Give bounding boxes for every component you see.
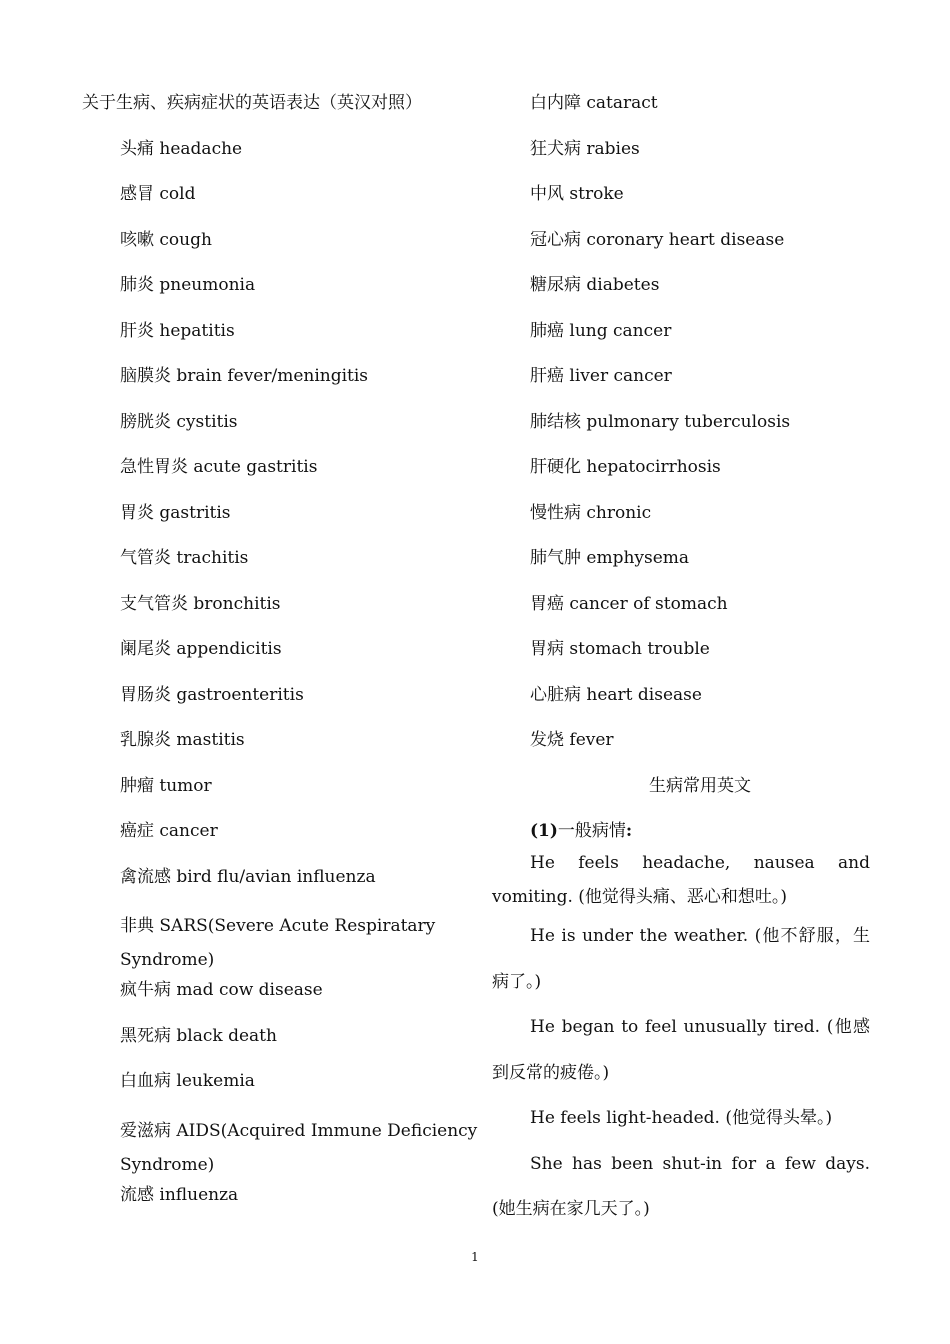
term-item: 胃病 stomach trouble bbox=[530, 639, 710, 659]
term-item: 慢性病 chronic bbox=[530, 502, 652, 523]
term-item: 胃炎 gastritis bbox=[120, 502, 231, 523]
term-item: 心脏病 heart disease bbox=[530, 684, 702, 705]
term-item: 发烧 fever bbox=[530, 730, 614, 750]
example-sentence: He feels headache, nausea and vomiting. (他觉得头痛、恶心和想吐。) bbox=[492, 853, 870, 907]
example-sentence: He feels light-headed. (他觉得头晕。) bbox=[530, 1108, 833, 1128]
term-item: 乳腺炎 mastitis bbox=[120, 730, 245, 750]
term-item: 肺结核 pulmonary tuberculosis bbox=[530, 411, 791, 432]
right-column bbox=[492, 90, 870, 1233]
section-heading: 生病常用英文 bbox=[649, 775, 751, 796]
example-sentence: She has been shut-in for a few days. (她生病在家几天了。) bbox=[492, 1153, 870, 1219]
term-item: 气管炎 trachitis bbox=[120, 548, 249, 568]
left-column bbox=[82, 90, 482, 1227]
term-item: 急性胃炎 acute gastritis bbox=[120, 457, 318, 477]
term-item: 胃癌 cancer of stomach bbox=[530, 593, 728, 614]
page-number: 1 bbox=[471, 1250, 479, 1264]
term-item: 肺癌 lung cancer bbox=[530, 320, 672, 341]
term-item: 肿瘤 tumor bbox=[120, 775, 212, 796]
term-item: 非典 SARS(Severe Acute Respiratary Syndrome) bbox=[120, 916, 436, 970]
document-title: 关于生病、疾病症状的英语表达（英汉对照） bbox=[82, 93, 422, 113]
term-item: 肝硬化 hepatocirrhosis bbox=[530, 457, 721, 477]
subheading-text: 一般病情 bbox=[557, 821, 626, 841]
subheading-number: (1) bbox=[530, 821, 558, 841]
term-item: 头痛 headache bbox=[120, 138, 243, 159]
term-item: 癌症 cancer bbox=[120, 821, 218, 841]
term-item: 肺炎 pneumonia bbox=[120, 275, 256, 295]
term-item: 脑膜炎 brain fever/meningitis bbox=[120, 366, 369, 386]
term-item: 狂犬病 rabies bbox=[530, 138, 640, 159]
term-item: 禽流感 bird flu/avian influenza bbox=[120, 866, 376, 887]
term-item: 膀胱炎 cystitis bbox=[120, 411, 238, 432]
subheading bbox=[492, 818, 870, 844]
term-item: 白内障 cataract bbox=[530, 93, 658, 113]
example-sentence: He began to feel unusually tired. (他感到反常的疲倦。) bbox=[492, 1017, 870, 1083]
term-item: 肺气肿 emphysema bbox=[530, 548, 690, 568]
term-item: 疯牛病 mad cow disease bbox=[120, 980, 323, 1000]
subheading-colon: : bbox=[625, 821, 633, 841]
term-item: 冠心病 coronary heart disease bbox=[530, 229, 785, 250]
term-item: 支气管炎 bronchitis bbox=[120, 593, 281, 614]
term-item: 阑尾炎 appendicitis bbox=[120, 639, 282, 659]
term-item: 肝炎 hepatitis bbox=[120, 320, 235, 341]
term-item: 黑死病 black death bbox=[120, 1025, 277, 1046]
term-item: 胃肠炎 gastroenteritis bbox=[120, 684, 304, 705]
term-item: 中风 stroke bbox=[530, 184, 624, 204]
term-item: 白血病 leukemia bbox=[120, 1071, 255, 1091]
term-item: 流感 influenza bbox=[120, 1184, 239, 1205]
term-item: 咳嗽 cough bbox=[120, 229, 212, 250]
example-sentence: He is under the weather. (他不舒服，生病了。) bbox=[492, 926, 870, 992]
term-item: 糖尿病 diabetes bbox=[530, 275, 660, 295]
term-item: 爱滋病 AIDS(Acquired Immune Deficiency Syndrome) bbox=[120, 1120, 478, 1175]
term-item: 感冒 cold bbox=[120, 184, 196, 204]
term-item: 肝癌 liver cancer bbox=[530, 366, 672, 386]
